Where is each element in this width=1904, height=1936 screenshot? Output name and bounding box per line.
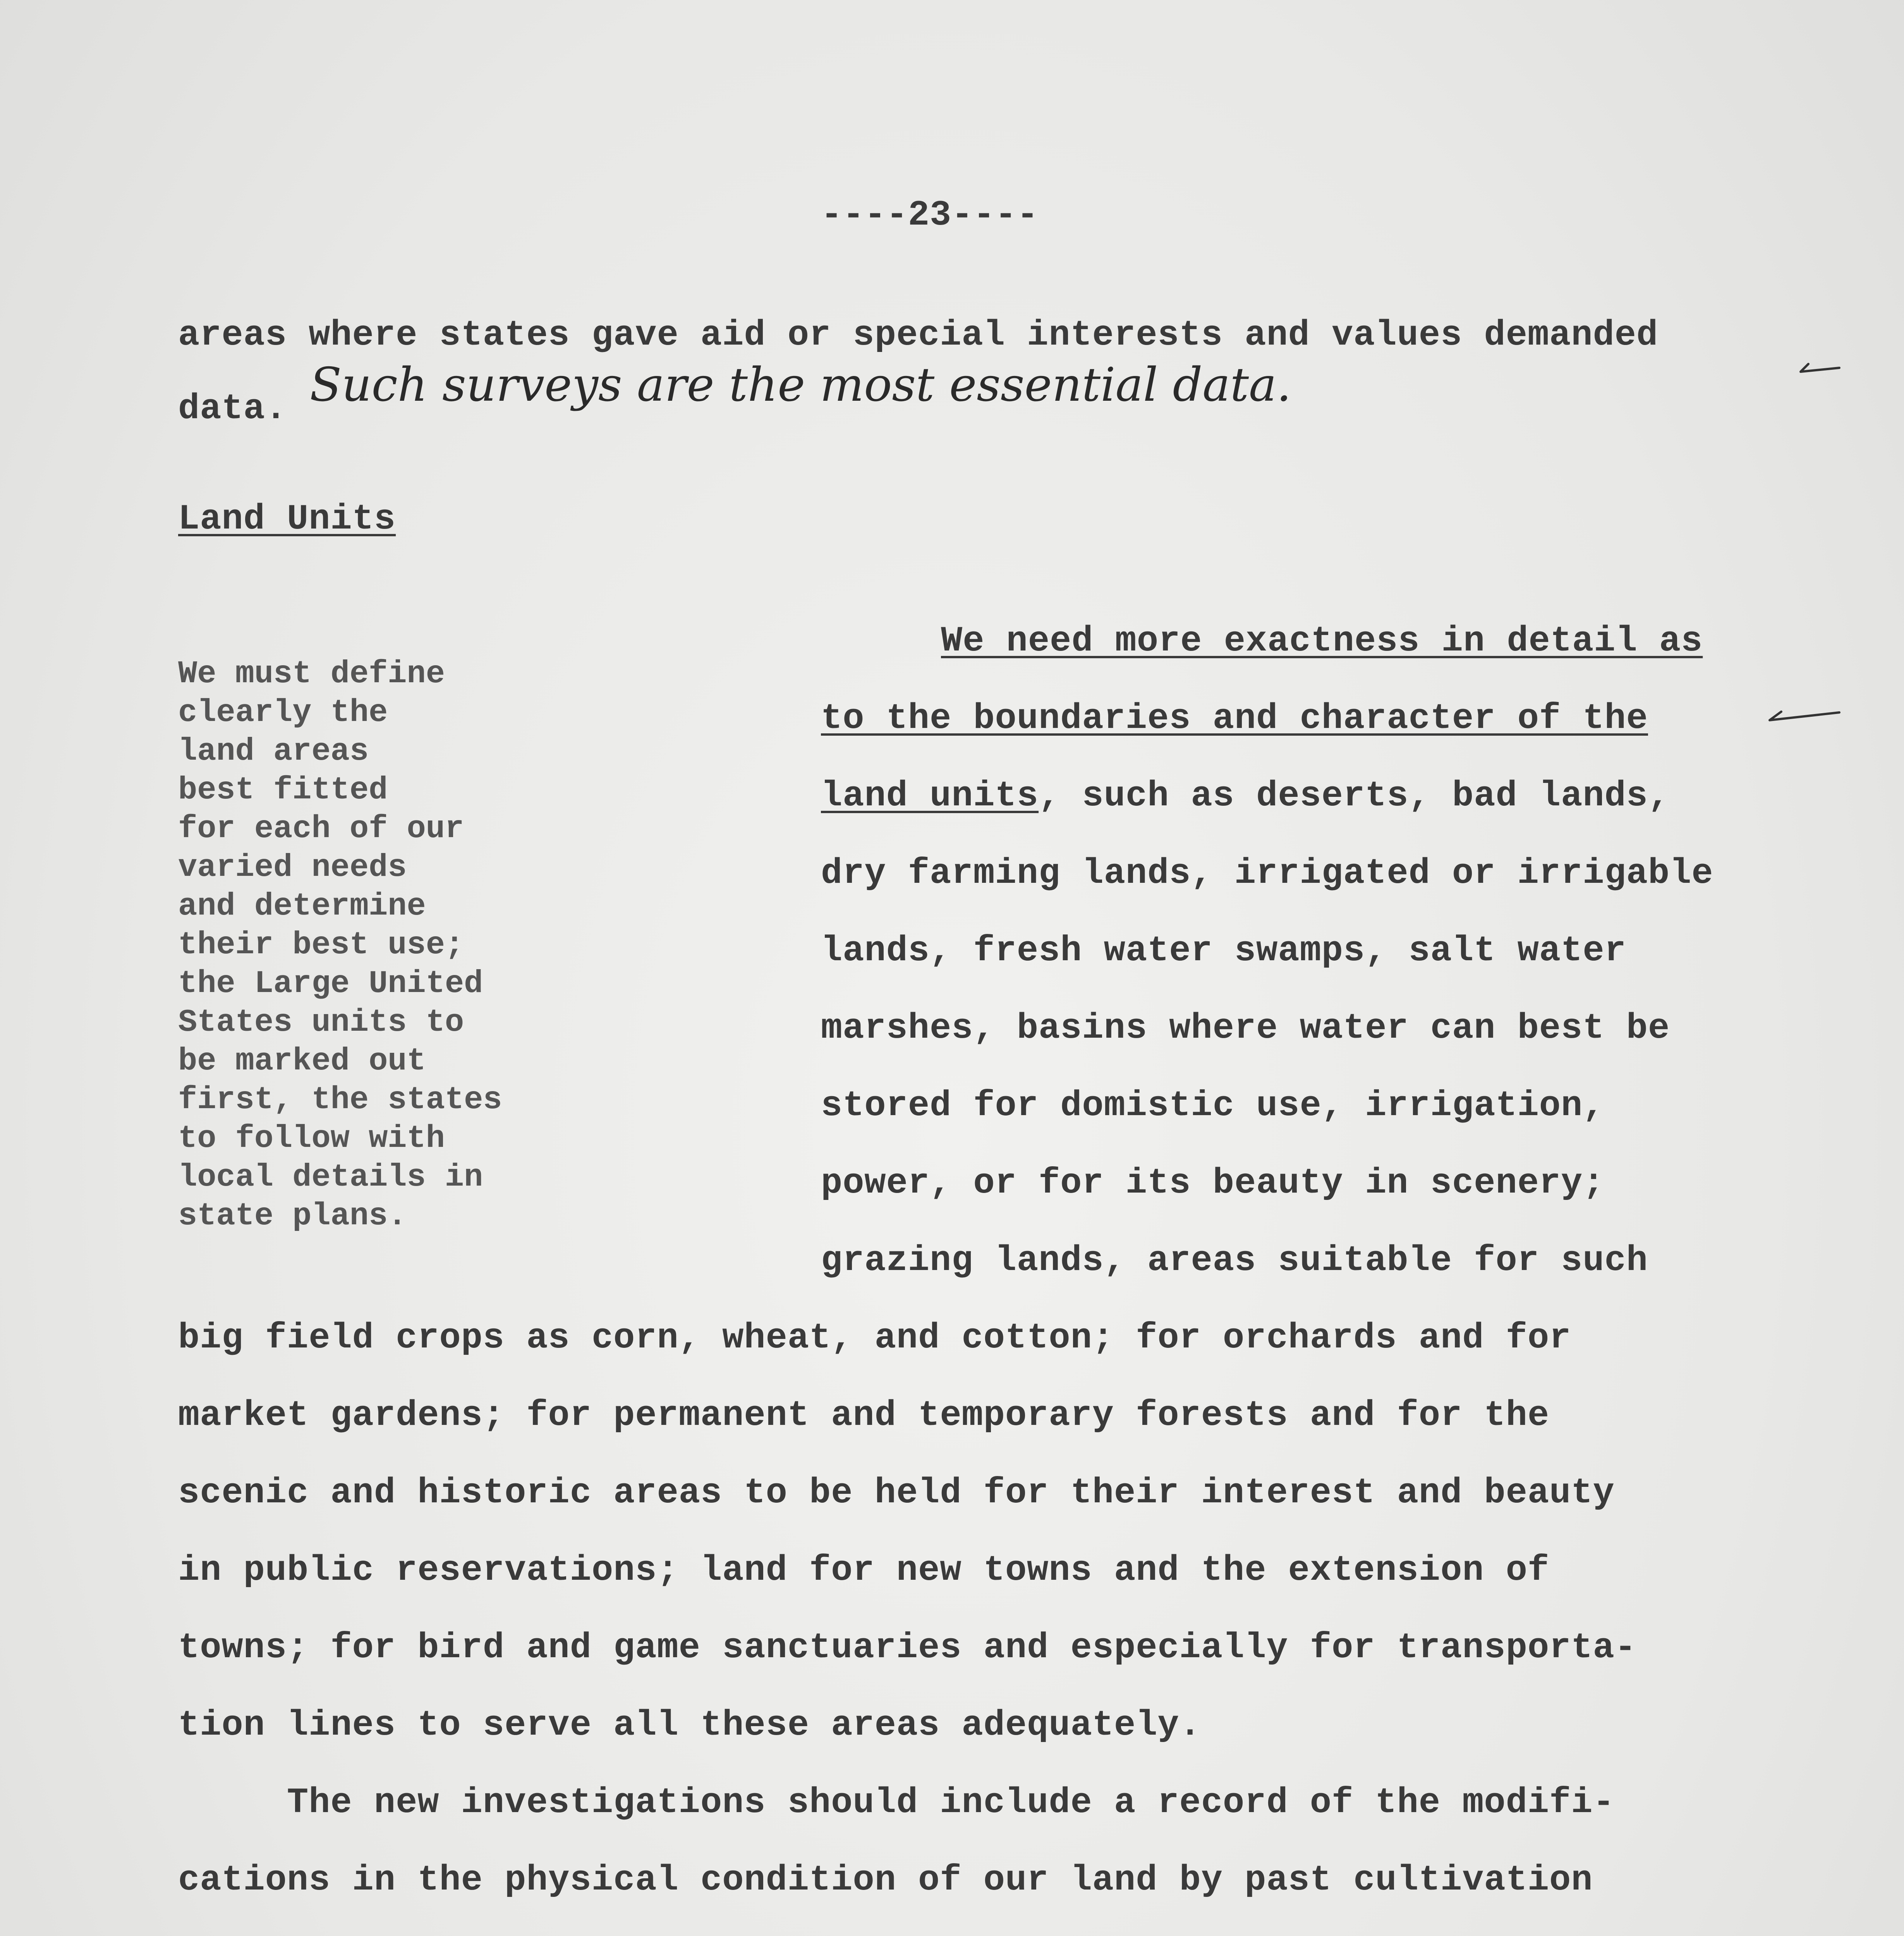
margin-note-line: local details in [178, 1159, 483, 1195]
margin-note-line: land areas [178, 733, 369, 769]
page-number: ----23---- [821, 195, 1039, 235]
text-line: power, or for its beauty in scenery; [821, 1163, 1605, 1203]
text-line: tion lines to serve all these areas adequately. [178, 1705, 1201, 1745]
line-rest: , such as deserts, bad lands, [1039, 776, 1670, 816]
text-line: in public reservations; land for new towns and the extension of [178, 1550, 1550, 1591]
section-heading: Land Units [178, 499, 396, 539]
margin-note-line: for each of our [178, 811, 464, 847]
text-line: towns; for bird and game sanctuaries and especially for transporta- [178, 1627, 1637, 1668]
text-line [821, 778, 1670, 814]
text-line: market gardens; for permanent and temporary forests and for the [178, 1395, 1550, 1436]
margin-note-line: and determine [178, 888, 426, 924]
margin-note-line: clearly the [178, 695, 388, 731]
text-line-underlined: We need more exactness in detail as [941, 621, 1703, 661]
text-line: data. [178, 388, 287, 429]
text-line: big field crops as corn, wheat, and cotton; for orchards and for [178, 1318, 1571, 1358]
margin-note-line: best fitted [178, 772, 388, 808]
text-line-underlined: to the boundaries and character of the [821, 698, 1648, 739]
text-line: dry farming lands, irrigated or irrigable [821, 853, 1713, 894]
margin-check-mark [1797, 348, 1843, 379]
text-line: scenic and historic areas to be held for their interest and beauty [178, 1473, 1615, 1513]
text-line: grazing lands, areas suitable for such [821, 1240, 1648, 1281]
margin-check-mark [1766, 697, 1843, 732]
margin-note-line: to follow with [178, 1121, 445, 1157]
margin-note-line: first, the states [178, 1082, 502, 1118]
text-line: areas where states gave aid or special interests and values demanded [178, 315, 1658, 355]
text-line: lands, fresh water swamps, salt water [821, 930, 1626, 971]
margin-note-line: We must define [178, 656, 445, 692]
margin-note-line: their best use; [178, 927, 464, 963]
text-line: cations in the physical condition of our land by past cultivation [178, 1860, 1593, 1900]
handwritten-note: Such surveys are the most essential data. [310, 358, 1291, 412]
margin-note-line: state plans. [178, 1198, 407, 1234]
margin-note-line: the Large United [178, 966, 483, 1002]
margin-note-line: States units to [178, 1004, 464, 1040]
text-line: The new investigations should include a record of the modifi- [178, 1782, 1615, 1823]
underlined-phrase: land units [821, 776, 1039, 816]
margin-note-line: be marked out [178, 1043, 426, 1079]
text-line: stored for domistic use, irrigation, [821, 1085, 1605, 1126]
margin-note-line: varied needs [178, 850, 407, 886]
text-line: marshes, basins where water can best be [821, 1008, 1670, 1049]
